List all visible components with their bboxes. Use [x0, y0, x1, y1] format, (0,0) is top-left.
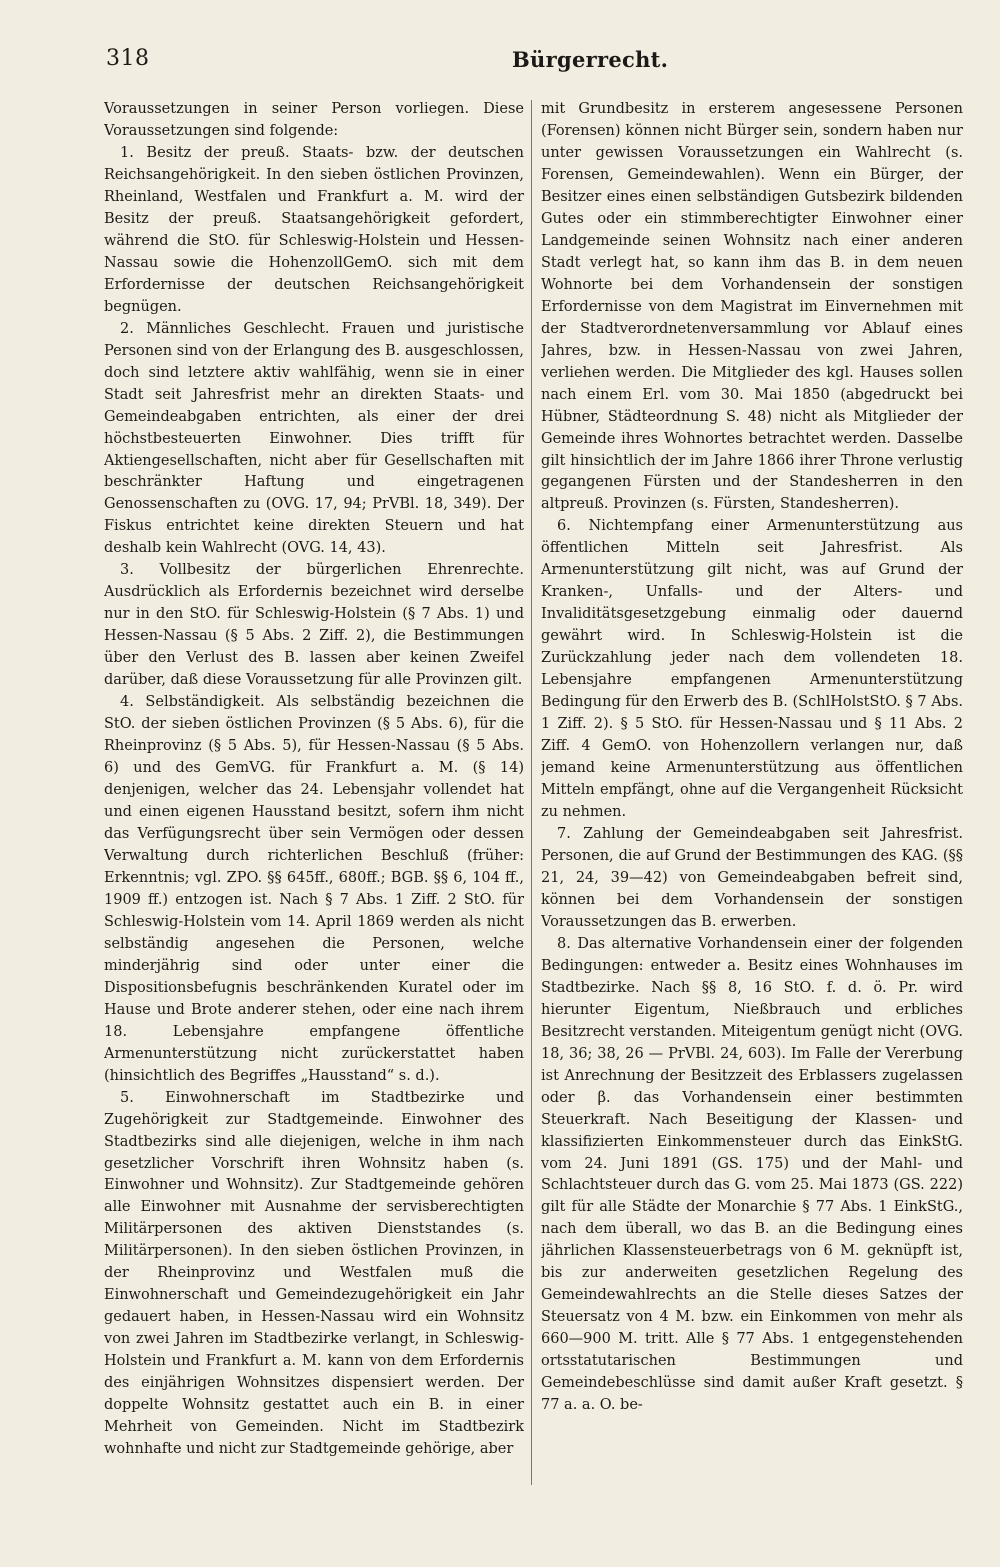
paragraph: mit Grundbesitz in ersterem angesessene Personen (Forensen) können nicht Bürger sein, sondern haben nur unter gewissen Voraussetzungen ein Wahlrecht (s. Forensen, Gemeindewahlen). Wenn ein Bürger, der Besitzer eines einen selbständigen Gutsbezirk bildenden Gutes oder ein stimmberechtigter Einwohner einer Landgemeinde seinen Wohnsitz nach einer anderen Stadt verlegt hat, so kann ihm das B. in dem neuen Wohnorte bei dem Vorhandensein der sonstigen Erfordernisse von dem Magistrat im Einvernehmen mit der Stadtverordnetenversammlung vor Ablauf eines Jahres, bzw. in Hessen-Nassau von zwei Jahren, verliehen werden. Die Mitglieder des kgl. Hauses sollen nach einem Erl. vom 30. Mai 1850 (abgedruckt bei Hübner, Städteordnung S. 48) nicht als Mitglieder der Gemeinde ihres Wohnortes betrachtet werden. Dasselbe gilt hinsichtlich der im Jahre 1866 ihrer Throne verlustig gegangenen Fürsten und der Standesherren in den altpreuß. Provinzen (s. Fürsten, Standesherren).: [541, 101, 963, 513]
paragraph: Voraussetzungen in seiner Person vorliegen. Diese Voraussetzungen sind folgende:: [104, 101, 524, 139]
paragraph: 4. Selbständigkeit. Als selbständig bezeichnen die StO. der sieben östlichen Provinzen (§ 5 Abs. 6), für die Rheinprovinz (§ 5 Abs. 5), für Hessen-Nassau (§ 5 Abs. 6) und des GemVG. für Frankfurt a. M. (§ 14) denjenigen, welcher das 24. Lebensjahr vollendet hat und einen eigenen Hausstand besitzt, sofern ihm nicht das Verfügungsrecht über sein Vermögen oder dessen Verwaltung durch richterlichen Beschluß (früher: Erkenntnis; vgl. ZPO. §§ 645ff., 680ff.; BGB. §§ 6, 104 ff., 1909 ff.) entzogen ist. Nach § 7 Abs. 1 Ziff. 2 StO. für Schleswig-Holstein vom 14. April 1869 werden als nicht selbständig angesehen die Personen, welche minderjährig sind oder unter einer die Dispositionsbefugnis beschränkenden Kuratel oder im Hause und Brote anderer stehen, oder eine nach ihrem 18. Lebensjahre empfangene öffentliche Armenunterstützung nicht zurückerstattet haben (hinsichtlich des Begriffes „Hausstand“ s. d.).: [104, 694, 524, 1084]
paragraph: 2. Männliches Geschlecht. Frauen und juristische Personen sind von der Erlangung des B. ausgeschlossen, doch sind letztere aktiv wahlfähig, wenn sie in einer Stadt seit Jahresfrist mehr an direkten Staats- und Gemeindeabgaben entrichten, als einer der drei höchstbesteuerten Einwohner. Dies trifft für Aktiengesellschaften, nicht aber für Gesellschaften mit beschränkter Haftung und eingetragenen Genossenschaften zu (OVG. 17, 94; PrVBl. 18, 349). Der Fiskus entrichtet keine direkten Steuern und hat deshalb kein Wahlrecht (OVG. 14, 43).: [104, 320, 524, 557]
left-column: [104, 99, 524, 1494]
running-title: Bürgerrecht.: [512, 47, 669, 72]
paragraph: 1. Besitz der preuß. Staats- bzw. der deutschen Reichsangehörigkeit. In den sieben östlichen Provinzen, Rheinland, Westfalen und Frankfurt a. M. wird der Besitz der preuß. Staatsangehörigkeit gefordert, während die StO. für Schleswig-Holstein und Hessen-Nassau sowie die HohenzollGemO. sich mit dem Erfordernisse der deutschen Reichsangehörigkeit begnügen.: [104, 144, 524, 315]
paragraph: 3. Vollbesitz der bürgerlichen Ehrenrechte. Ausdrücklich als Erfordernis bezeichnet wird derselbe nur in den StO. für Schleswig-Holstein (§ 7 Abs. 1) und Hessen-Nassau (§ 5 Abs. 2 Ziff. 2), die Bestimmungen über den Verlust des B. lassen aber keinen Zweifel darüber, daß diese Voraussetzung für alle Provinzen gilt.: [104, 562, 524, 689]
paragraph: 7. Zahlung der Gemeindeabgaben seit Jahresfrist. Personen, die auf Grund der Bestimmungen des KAG. (§§ 21, 24, 39—42) von Gemeindeabgaben befreit sind, können bei dem Vorhandensein der sonstigen Voraussetzungen das B. erwerben.: [541, 825, 963, 930]
page-number: 318: [106, 46, 150, 71]
right-column: [541, 99, 963, 1494]
paragraph: 5. Einwohnerschaft im Stadtbezirke und Zugehörigkeit zur Stadtgemeinde. Einwohner des Stadtbezirks sind alle diejenigen, welche in ihm nach gesetzlicher Vorschrift ihren Wohnsitz haben (s. Einwohner und Wohnsitz). Zur Stadtgemeinde gehören alle Einwohner mit Ausnahme der servisberechtigten Militärpersonen des aktiven Dienststandes (s. Militärpersonen). In den sieben östlichen Provinzen, in der Rheinprovinz und Westfalen muß die Einwohnerschaft und Gemeindezugehörigkeit ein Jahr gedauert haben, in Hessen-Nassau wird ein Wohnsitz von zwei Jahren im Stadtbezirke verlangt, in Schleswig-Holstein und Frankfurt a. M. kann von dem Erfordernis des einjährigen Wohnsitzes dispensiert werden. Der doppelte Wohnsitz gestattet auch ein B. in einer Mehrheit von Gemeinden. Nicht im Stadtbezirk wohnhafte und nicht zur Stadtgemeinde gehörige, aber: [104, 1089, 524, 1458]
paragraph: 8. Das alternative Vorhandensein einer der folgenden Bedingungen: entweder a. Besitz eines Wohnhauses im Stadtbezirke. Nach §§ 8, 16 StO. f. d. ö. Pr. wird hierunter Eigentum, Nießbrauch und erbliches Besitzrecht verstanden. Miteigentum genügt nicht (OVG. 18, 36; 38, 26 — PrVBl. 24, 603). Im Falle der Vererbung ist Anrechnung der Besitzzeit des Erblassers zugelassen oder β. das Vorhandensein einer bestimmten Steuerkraft. Nach Beseitigung der Klassen- und klassifizierten Einkommensteuer durch das EinkStG. vom 24. Juni 1891 (GS. 175) und der Mahl- und Schlachtsteuer durch das G. vom 25. Mai 1873 (GS. 222) gilt für alle Städte der Monarchie § 77 Abs. 1 EinkStG., nach dem überall, wo das B. an die Bedingung eines jährlichen Klassensteuerbetrags von 6 M. geknüpft ist, bis zur anderweiten gesetzlichen Regelung des Gemeindewahlrechts an die Stelle dieses Satzes der Steuersatz von 4 M. bzw. ein Einkommen von mehr als 660—900 M. tritt. Alle § 77 Abs. 1 entgegenstehenden ortsstatutarischen Bestimmungen und Gemeindebeschlüsse sind damit außer Kraft gesetzt. § 77 a. a. O. be-: [541, 935, 963, 1414]
paragraph: 6. Nichtempfang einer Armenunterstützung aus öffentlichen Mitteln seit Jahresfrist. Als Armenunterstützung gilt nicht, was auf Grund der Kranken-, Unfalls- und der Alters- und Invaliditätsgesetzgebung einmalig oder dauernd gewährt wird. In Schleswig-Holstein ist die Zurückzahlung jeder nach dem vollendeten 18. Lebensjahre empfangenen Armenunterstützung Bedingung für den Erwerb des B. (SchlHolstStO. § 7 Abs. 1 Ziff. 2). § 5 StO. für Hessen-Nassau und § 11 Abs. 2 Ziff. 4 GemO. von Hohenzollern verlangen nur, daß jemand keine Armenunterstützung aus öffentlichen Mitteln empfängt, ohne auf die Vergangenheit Rücksicht zu nehmen.: [541, 518, 963, 820]
column-divider: [531, 100, 532, 1485]
